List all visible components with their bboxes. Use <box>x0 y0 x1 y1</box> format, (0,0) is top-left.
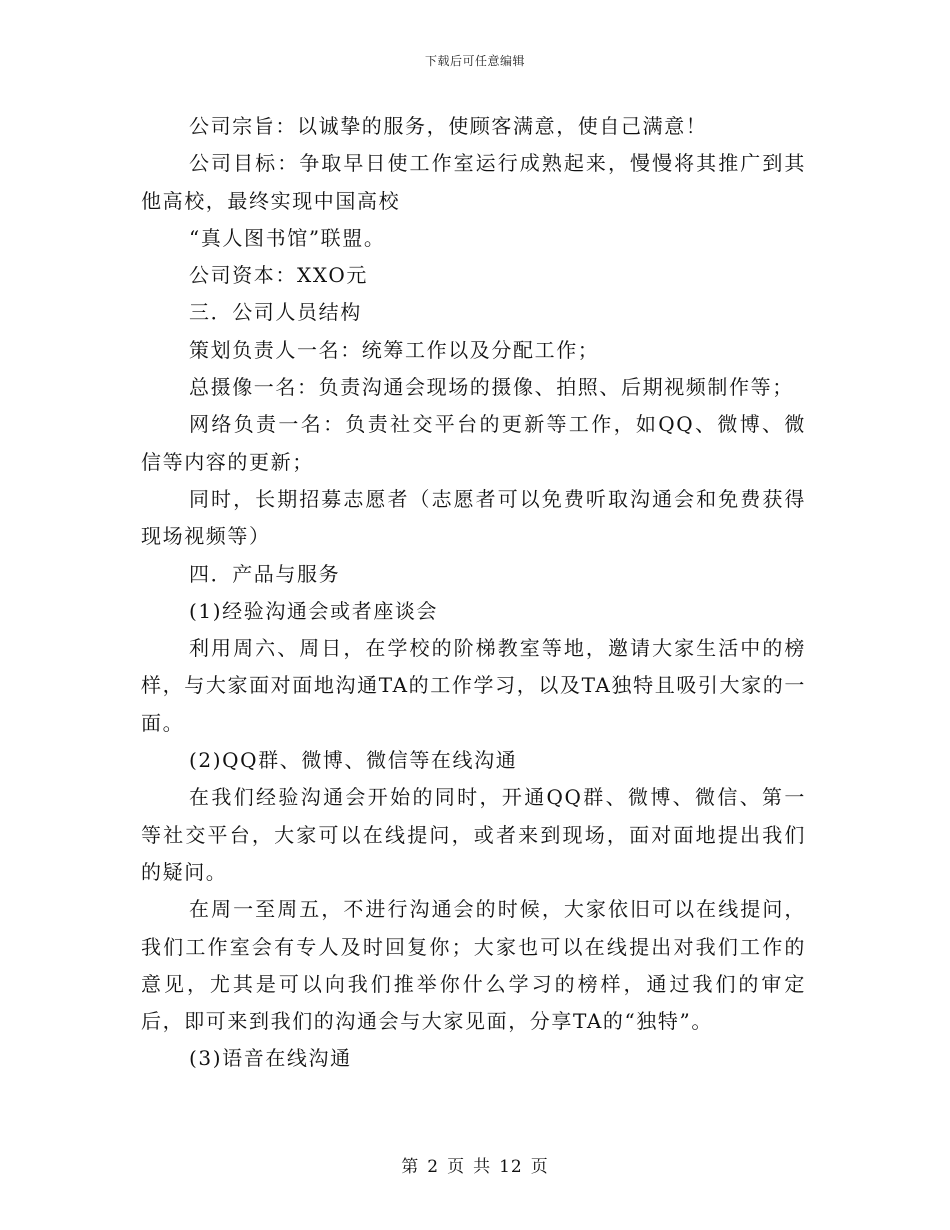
footer-prefix: 第 <box>401 1157 420 1177</box>
page-header: 下载后可任意编辑 <box>424 54 525 68</box>
paragraph-company-goal: 公司目标：争取早日使工作室运行成熟起来，慢慢将其推广到其他高校，最终实现中国高校 <box>141 151 806 213</box>
footer-suffix: 页 <box>530 1157 549 1177</box>
footer-page-word: 页 <box>447 1157 466 1177</box>
paragraph-volunteers: 同时，长期招募志愿者（志愿者可以免费听取沟通会和免费获得现场视频等） <box>141 486 806 549</box>
subheading-voice-online: (3)语音在线沟通 <box>189 1046 352 1071</box>
footer-total-pages: 12 <box>499 1157 523 1177</box>
subheading-experience-meetings: (1)经验沟通会或者座谈会 <box>189 598 439 623</box>
paragraph-company-purpose: 公司宗旨：以诚挚的服务，使顾客满意，使自己满意！ <box>189 114 708 138</box>
paragraph-weekday-online: 在周一至周五，不进行沟通会的时候，大家依旧可以在线提问，我们工作室会有专人及时回复你；大家也可以在线提出对我们工作的意见，尤其是可以向我们推举你什么学习的榜样，通过我们的审定后，即可来到我们的沟通会与大家见面，分享TA的“独特”。 <box>141 897 806 1034</box>
footer-total-word: 共 <box>473 1157 492 1177</box>
section-heading-products-services: 四．产品与服务 <box>189 561 341 586</box>
paragraph-goal-continuation: “真人图书馆”联盟。 <box>189 225 386 250</box>
paragraph-planning-lead: 策划负责人一名：统筹工作以及分配工作； <box>189 337 600 362</box>
footer-current-page: 2 <box>427 1157 440 1177</box>
paragraph-social-platforms: 在我们经验沟通会开始的同时，开通QQ群、微博、微信、第一等社交平台，大家可以在线提问，或者来到现场，面对面地提出我们的疑问。 <box>141 785 806 884</box>
section-heading-staff-structure: 三．公司人员结构 <box>189 300 362 325</box>
page-number-footer <box>0 1152 950 1177</box>
paragraph-company-capital: 公司资本：XXO元 <box>189 263 368 288</box>
paragraph-chief-camera: 总摄像一名：负责沟通会现场的摄像、拍照、后期视频制作等； <box>189 375 794 400</box>
paragraph-network-lead: 网络负责一名：负责社交平台的更新等工作，如QQ、微博、微信等内容的更新； <box>141 412 806 474</box>
subheading-online-communication: (2)QQ群、微博、微信等在线沟通 <box>189 748 518 773</box>
document-body <box>141 108 806 1078</box>
paragraph-weekend-meetings: 利用周六、周日，在学校的阶梯教室等地，邀请大家生活中的榜样，与大家面对面地沟通TA的工作学习，以及TA独特且吸引大家的一面。 <box>141 636 806 735</box>
